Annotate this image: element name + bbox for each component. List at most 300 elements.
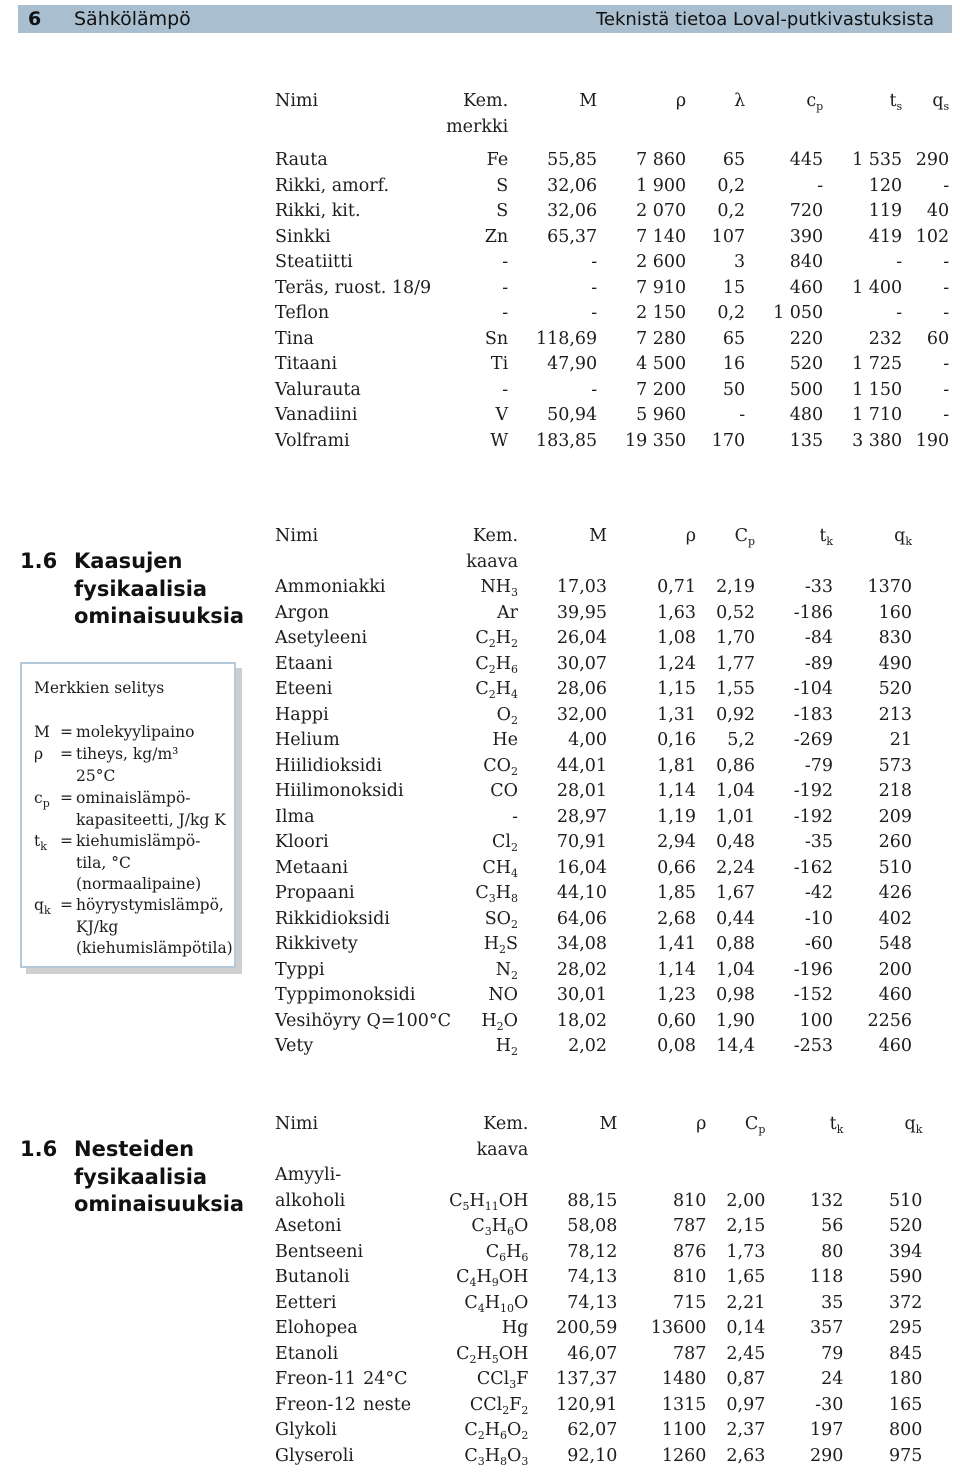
- gases-table: [275, 524, 912, 1060]
- M-cell: 44,10: [556, 883, 608, 903]
- M-cell: 28,02: [556, 959, 608, 980]
- col-formula: Kem.: [472, 526, 519, 546]
- M-cell: 183,85: [535, 430, 598, 451]
- cp-cell: 1,77: [716, 653, 756, 674]
- rho-cell: 715: [672, 1292, 707, 1313]
- M-cell: 2,02: [568, 1036, 608, 1056]
- gas-row: [275, 856, 912, 882]
- ts-cell: 1 400: [852, 277, 903, 298]
- cp-cell: 1,67: [716, 883, 756, 903]
- col-rho: ρ: [696, 1114, 707, 1134]
- legend-description: tiheys, kg/m³ 25°C: [76, 745, 179, 785]
- qk-cell: 372: [888, 1292, 923, 1313]
- rho-cell: 1,41: [657, 934, 697, 954]
- rho-cell: 0,08: [657, 1036, 697, 1056]
- name-cell: alkoholi: [275, 1190, 346, 1211]
- col-cp: $C_p$: [734, 526, 756, 548]
- name-cell: Vanadiini: [275, 405, 358, 425]
- rho-cell: 2,94: [657, 832, 697, 852]
- rho-cell: 1,08: [657, 628, 697, 648]
- gas-row: [275, 754, 912, 780]
- M-cell: 78,12: [567, 1241, 618, 1262]
- name-cell: Amyyli-: [275, 1165, 342, 1185]
- rho-cell: 1,85: [657, 883, 697, 903]
- qk-cell: 180: [888, 1369, 923, 1389]
- note-cell: [363, 1418, 449, 1444]
- tk-cell: 197: [809, 1420, 844, 1440]
- qk-cell: 460: [878, 985, 913, 1005]
- cp-cell: 520: [789, 354, 824, 374]
- liquids-title-line-2: fysikaalisia: [74, 1164, 208, 1189]
- lambda-cell: 65: [722, 150, 746, 170]
- formula-cell: $C_5H_{11}OH$: [449, 1190, 529, 1213]
- name-cell: Hiilimonoksidi: [275, 781, 404, 801]
- M-cell: 74,13: [567, 1267, 618, 1287]
- qk-cell: 160: [878, 602, 913, 623]
- sym-cell: -: [502, 379, 509, 400]
- page-number: 6: [28, 8, 42, 30]
- cp-cell: 0,44: [716, 908, 756, 929]
- M-cell: 70,91: [556, 832, 608, 852]
- cp-cell: 2,19: [716, 577, 756, 597]
- qk-cell: 845: [888, 1343, 923, 1364]
- gas-row: [275, 1009, 912, 1035]
- rho-cell: 13600: [650, 1318, 707, 1338]
- liquid-row: [275, 1418, 922, 1444]
- legend-equals: =: [60, 832, 73, 850]
- name-cell: Elohopea: [275, 1318, 358, 1338]
- rho-cell: 1260: [661, 1445, 707, 1466]
- liquid-row: [275, 1265, 922, 1291]
- qk-cell: 573: [878, 755, 913, 776]
- qs-cell: 102: [915, 226, 950, 247]
- legend-description: höyrystymislämpö, KJ/kg (kiehumislämpötila): [76, 896, 233, 958]
- lambda-cell: 15: [722, 277, 746, 298]
- col-cp: $c_p$: [806, 91, 824, 113]
- tk-cell: 79: [821, 1343, 844, 1364]
- note-cell: [363, 1316, 449, 1342]
- lambda-cell: 16: [722, 354, 746, 374]
- formula-cell: $C_3H_8O_3$: [464, 1445, 529, 1468]
- qs-cell: -: [943, 354, 950, 374]
- formula-cell: $H_2O$: [481, 1010, 519, 1033]
- lambda-cell: 0,2: [717, 201, 746, 221]
- rho-cell: 1 900: [636, 175, 687, 196]
- note-cell: [363, 1265, 449, 1291]
- rho-cell: 2 070: [636, 201, 687, 221]
- rho-cell: [617, 1163, 706, 1189]
- col-ts: $t_s$: [889, 91, 903, 113]
- M-cell: 88,15: [567, 1190, 618, 1211]
- rho-cell: 1,24: [657, 653, 697, 674]
- sym-cell: -: [502, 303, 509, 323]
- tk-cell: 56: [821, 1216, 844, 1236]
- liquid-row: [275, 1342, 922, 1368]
- note-cell: [363, 1214, 449, 1240]
- qk-cell: 426: [878, 883, 913, 903]
- M-cell: -: [591, 277, 598, 298]
- metal-row: [275, 429, 949, 455]
- tk-cell: -35: [804, 832, 834, 852]
- qs-cell: -: [943, 379, 950, 400]
- cp-cell: 720: [789, 201, 824, 221]
- M-cell: 44,01: [556, 755, 608, 776]
- sym-cell: Fe: [486, 150, 509, 170]
- rho-cell: 810: [672, 1190, 707, 1211]
- M-cell: 58,08: [567, 1216, 618, 1236]
- col-qk: $q_k$: [904, 1114, 923, 1136]
- cp-cell: 1,04: [716, 781, 756, 801]
- gas-row: [275, 575, 912, 601]
- sym-cell: -: [502, 252, 509, 272]
- note-cell: [363, 1189, 449, 1215]
- cp-cell: 1,55: [716, 679, 756, 699]
- name-cell: Happi: [275, 704, 329, 725]
- formula-cell: He: [492, 730, 519, 750]
- cp-cell: 1,65: [726, 1267, 766, 1287]
- name-cell: Sinkki: [275, 226, 331, 247]
- rho-cell: 0,60: [657, 1010, 697, 1031]
- M-cell: 34,08: [556, 934, 608, 954]
- M-cell: 74,13: [567, 1292, 618, 1313]
- M-cell: [528, 1163, 617, 1189]
- name-cell: Glyseroli: [275, 1445, 354, 1466]
- M-cell: 32,00: [556, 704, 608, 725]
- tk-cell: 357: [809, 1318, 844, 1338]
- name-cell: Teflon: [275, 303, 330, 323]
- qk-cell: 200: [878, 959, 913, 980]
- rho-cell: 0,16: [657, 730, 697, 750]
- formula-cell: $C_2H_4$: [475, 679, 519, 701]
- liquid-row: [275, 1163, 922, 1189]
- rho-cell: 810: [672, 1267, 707, 1287]
- qs-cell: -: [943, 175, 950, 196]
- chapter-title: Sähkölämpö: [74, 8, 191, 30]
- M-cell: -: [591, 252, 598, 272]
- rho-cell: 19 350: [624, 430, 687, 451]
- M-cell: 28,06: [556, 679, 608, 699]
- page-header: [18, 5, 952, 33]
- gas-row: [275, 677, 912, 703]
- metal-row: [275, 250, 949, 276]
- M-cell: 137,37: [556, 1369, 618, 1389]
- M-cell: 118,69: [535, 328, 598, 349]
- liquid-row: [275, 1291, 922, 1317]
- formula-cell: $C_4H_9OH$: [456, 1267, 529, 1289]
- rho-cell: 1,14: [657, 781, 697, 801]
- name-cell: Freon-12: [275, 1394, 356, 1415]
- cp-cell: 0,14: [726, 1318, 766, 1338]
- liquid-row: [275, 1189, 922, 1215]
- liquid-row: [275, 1393, 922, 1419]
- qk-cell: [843, 1163, 922, 1189]
- liquids-section-number: 1.6: [20, 1137, 58, 1161]
- ts-cell: 1 150: [852, 379, 903, 400]
- sym-cell: Sn: [484, 328, 509, 349]
- rho-cell: 1,19: [657, 806, 697, 827]
- gas-row: [275, 907, 912, 933]
- tk-cell: 24: [821, 1369, 844, 1389]
- liquid-row: [275, 1240, 922, 1266]
- metal-row: [275, 174, 949, 200]
- gases-section-number: 1.6: [20, 549, 58, 573]
- legend-equals: =: [60, 745, 73, 763]
- M-cell: 55,85: [547, 150, 598, 170]
- legend-equals: =: [60, 723, 73, 741]
- cp-cell: 1,70: [716, 628, 756, 648]
- cp-cell: 0,87: [726, 1369, 766, 1389]
- M-cell: 4,00: [568, 730, 608, 750]
- qs-cell: 40: [926, 201, 950, 221]
- ts-cell: 120: [868, 175, 903, 196]
- symbol-legend: [20, 662, 236, 968]
- qs-cell: 190: [915, 430, 950, 451]
- col-qk: $q_k$: [894, 526, 913, 548]
- liquids-title-line-1: Nesteiden: [74, 1137, 195, 1161]
- lambda-cell: 0,2: [717, 303, 746, 323]
- tk-cell: 100: [799, 1010, 834, 1031]
- col-tk: $t_k$: [829, 1114, 844, 1136]
- note-cell: [363, 1444, 449, 1470]
- metals-header-row-2: [275, 115, 949, 141]
- qk-cell: 800: [888, 1420, 923, 1440]
- formula-cell: Ar: [497, 602, 519, 623]
- tk-cell: 118: [809, 1267, 844, 1287]
- name-cell: Volframi: [275, 430, 350, 451]
- formula-cell: [449, 1163, 528, 1189]
- note-cell: neste: [363, 1394, 412, 1415]
- name-cell: Kloori: [275, 832, 329, 852]
- legend-equals: =: [60, 789, 73, 807]
- note-cell: 24°C: [363, 1369, 408, 1389]
- qk-cell: 402: [878, 908, 913, 929]
- lambda-cell: 3: [734, 252, 746, 272]
- rho-cell: 2 600: [636, 252, 687, 272]
- legend-symbol: $q_k$: [34, 896, 51, 917]
- formula-cell: $C_3H_8$: [475, 883, 519, 905]
- metals-header-row: [275, 89, 949, 115]
- liquid-row: [275, 1214, 922, 1240]
- cp-cell: 2,24: [716, 857, 756, 878]
- cp-cell: 2,45: [726, 1343, 766, 1364]
- rho-cell: 1,81: [657, 755, 697, 776]
- cp-cell: 14,4: [716, 1036, 756, 1056]
- gas-row: [275, 1034, 912, 1060]
- formula-cell: NO: [488, 985, 519, 1005]
- name-cell: Valurauta: [275, 379, 361, 400]
- M-cell: 39,95: [556, 602, 608, 623]
- cp-cell: 2,21: [726, 1292, 766, 1313]
- qk-cell: 260: [878, 832, 913, 852]
- qk-cell: 460: [878, 1036, 913, 1056]
- name-cell: Etanoli: [275, 1343, 339, 1364]
- legend-description: molekyylipaino: [76, 723, 195, 741]
- cp-cell: 135: [789, 430, 824, 451]
- rho-cell: 5 960: [636, 405, 687, 425]
- gases-header-row-2: [275, 550, 912, 576]
- liquids-header-row-2: [275, 1138, 922, 1164]
- gases-title-line-1: Kaasujen: [74, 549, 183, 573]
- qk-cell: 165: [888, 1394, 923, 1415]
- cp-cell: 1,04: [716, 959, 756, 980]
- gases-title-line-3: ominaisuuksia: [74, 604, 245, 628]
- tk-cell: -183: [793, 704, 834, 725]
- formula-cell: $O_2$: [496, 704, 519, 727]
- formula-cell: -: [512, 806, 519, 827]
- name-cell: Teräs, ruost. 18/9: [275, 277, 432, 298]
- formula-cell: $CCl_2F_2$: [469, 1394, 529, 1417]
- cp-cell: 0,88: [716, 934, 756, 954]
- name-cell: Tina: [275, 328, 314, 349]
- qk-cell: 590: [888, 1267, 923, 1287]
- lambda-cell: 170: [711, 430, 746, 451]
- col-M: M: [589, 526, 608, 546]
- M-cell: 92,10: [567, 1445, 618, 1466]
- col-formula-line2: kaava: [476, 1139, 529, 1160]
- rho-cell: 1,31: [657, 704, 697, 725]
- M-cell: 65,37: [547, 226, 598, 247]
- gas-row: [275, 958, 912, 984]
- gas-row: [275, 830, 912, 856]
- qk-cell: 209: [878, 806, 913, 827]
- qk-cell: 1370: [867, 577, 913, 597]
- rho-cell: 7 910: [636, 277, 687, 298]
- document-title: Teknistä tietoa Loval-putkivastuksista: [595, 9, 934, 30]
- name-cell: Rikki, kit.: [275, 201, 361, 221]
- tk-cell: -89: [804, 653, 834, 674]
- cp-cell: 0,98: [716, 985, 756, 1005]
- col-formula: Kem.: [483, 1114, 529, 1134]
- ts-cell: 1 535: [852, 150, 903, 170]
- col-name: Nimi: [275, 91, 319, 111]
- ts-cell: -: [896, 303, 903, 323]
- rho-cell: 0,71: [657, 577, 697, 597]
- name-cell: Hiilidioksidi: [275, 755, 382, 776]
- cp-cell: 840: [789, 252, 824, 272]
- M-cell: 62,07: [567, 1420, 618, 1440]
- tk-cell: -10: [804, 908, 834, 929]
- col-tk: $t_k$: [819, 526, 834, 548]
- col-lambda: λ: [734, 91, 746, 111]
- rho-cell: 787: [672, 1216, 707, 1236]
- formula-cell: Hg: [501, 1318, 529, 1338]
- gas-row: [275, 703, 912, 729]
- col-symbol: Kem.: [463, 91, 509, 111]
- M-cell: -: [591, 379, 598, 400]
- col-rho: ρ: [675, 91, 687, 111]
- rho-cell: 7 200: [636, 379, 687, 400]
- name-cell: Etaani: [275, 653, 333, 674]
- rho-cell: 7 280: [636, 328, 687, 349]
- ts-cell: 119: [868, 201, 903, 221]
- col-formula-line2: kaava: [466, 551, 519, 572]
- col-M: M: [579, 91, 598, 111]
- qk-cell: 830: [878, 628, 913, 648]
- M-cell: 26,04: [556, 628, 608, 648]
- ts-cell: 419: [868, 226, 903, 247]
- formula-cell: CO: [490, 781, 519, 801]
- rho-cell: 1,14: [657, 959, 697, 980]
- gases-title-line-2: fysikaalisia: [74, 576, 208, 601]
- name-cell: Steatiitti: [275, 252, 353, 272]
- name-cell: Helium: [275, 730, 340, 750]
- qk-cell: 510: [888, 1190, 923, 1211]
- name-cell: Argon: [275, 602, 330, 623]
- tk-cell: -269: [793, 730, 834, 750]
- qk-cell: 2256: [867, 1010, 913, 1031]
- rho-cell: 7 140: [636, 226, 687, 247]
- cp-cell: 2,37: [726, 1420, 766, 1440]
- qk-cell: 394: [888, 1241, 923, 1262]
- tk-cell: -152: [793, 985, 834, 1005]
- legend-symbol: ρ: [34, 745, 44, 763]
- name-cell: Rikkidioksidi: [275, 908, 390, 929]
- col-M: M: [599, 1114, 618, 1134]
- formula-cell: $CH_4$: [482, 857, 519, 880]
- note-cell: [363, 1163, 449, 1189]
- cp-cell: 445: [789, 150, 824, 170]
- tk-cell: -196: [793, 959, 834, 980]
- cp-cell: 0,48: [716, 832, 756, 852]
- ts-cell: 1 725: [852, 354, 903, 374]
- qs-cell: 60: [926, 328, 950, 349]
- name-cell: Propaani: [275, 883, 355, 903]
- lambda-cell: -: [739, 405, 746, 425]
- name-cell: Butanoli: [275, 1267, 350, 1287]
- qs-cell: -: [943, 405, 950, 425]
- name-cell: Eteeni: [275, 679, 333, 699]
- col-symbol-line2: merkki: [446, 116, 509, 137]
- M-cell: 18,02: [556, 1010, 608, 1031]
- M-cell: 47,90: [547, 354, 598, 374]
- metals-table: [275, 89, 949, 454]
- metal-row: [275, 225, 949, 251]
- ts-cell: 232: [868, 328, 903, 349]
- rho-cell: 787: [672, 1343, 707, 1364]
- tk-cell: -30: [815, 1394, 844, 1415]
- gas-row: [275, 881, 912, 907]
- cp-cell: 2,63: [726, 1445, 766, 1466]
- name-cell: Typpi: [275, 959, 325, 980]
- formula-cell: $C_2H_6$: [475, 653, 519, 676]
- cp-cell: 1,01: [716, 806, 756, 827]
- formula-cell: CCl$_3$F: [476, 1369, 529, 1391]
- M-cell: 200,59: [556, 1318, 618, 1338]
- formula-cell: $H_2$: [495, 1036, 519, 1058]
- legend-symbol: M: [34, 723, 50, 741]
- formula-cell: $C_2H_5OH$: [456, 1343, 529, 1366]
- formula-cell: $Cl_2$: [492, 832, 519, 854]
- tk-cell: 132: [809, 1190, 844, 1211]
- cp-cell: -: [817, 175, 824, 196]
- legend-symbol: $t_k$: [34, 832, 47, 853]
- metal-row: [275, 327, 949, 353]
- legend-equals: =: [60, 896, 73, 914]
- liquids-title-line-3: ominaisuuksia: [74, 1192, 245, 1216]
- legend-description: ominaislämpö- kapasiteetti, J/kg K: [76, 789, 226, 829]
- M-cell: 30,01: [556, 985, 608, 1005]
- name-cell: Rikkivety: [275, 934, 358, 954]
- tk-cell: 80: [821, 1241, 844, 1262]
- tk-cell: -60: [804, 934, 834, 954]
- gas-row: [275, 983, 912, 1009]
- metal-row: [275, 301, 949, 327]
- ts-cell: 3 380: [852, 430, 903, 451]
- rho-cell: 1480: [661, 1369, 707, 1389]
- tk-cell: -192: [793, 806, 834, 827]
- M-cell: 28,01: [556, 781, 608, 801]
- tk-cell: [765, 1163, 843, 1189]
